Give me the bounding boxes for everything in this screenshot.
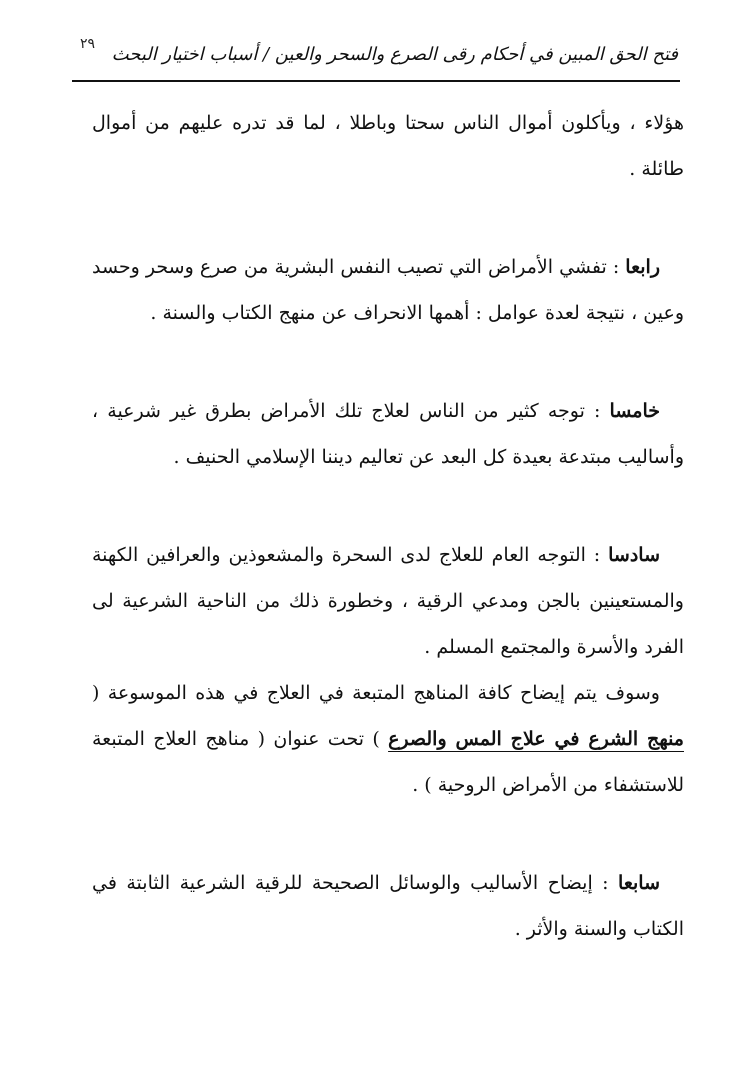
- paragraph-encyclopedia-note: [92, 670, 684, 808]
- paragraph-text-before: وسوف يتم إيضاح كافة المناهج المتبعة في العلاج في هذه الموسوعة (: [92, 682, 660, 704]
- paragraph-text: : إيضاح الأساليب والوسائل الصحيحة للرقية الشرعية الثابتة في الكتاب والسنة والأثر .: [92, 872, 684, 940]
- paragraph-lead: سادسا: [608, 544, 660, 566]
- paragraph-fifth: [92, 388, 684, 480]
- paragraph-fourth: [92, 244, 684, 336]
- header-divider: [72, 80, 680, 82]
- paragraph-lead: خامسا: [609, 400, 660, 422]
- encyclopedia-title: منهج الشرع في علاج المس والصرع: [388, 728, 684, 750]
- paragraph-sixth: [92, 532, 684, 670]
- paragraph-continuation: [92, 100, 684, 192]
- body-text: [92, 100, 684, 952]
- paragraph-text: هؤلاء ، ويأكلون أموال الناس سحتا وباطلا ، لما قد تدره عليهم من أموال طائلة .: [92, 112, 684, 180]
- paragraph-lead: سابعا: [618, 872, 660, 894]
- paragraph-text: : تفشي الأمراض التي تصيب النفس البشرية من صرع وسحر وحسد وعين ، نتيجة لعدة عوامل : أهمها الانحراف عن منهج الكتاب والسنة .: [92, 256, 684, 324]
- running-header-title: فتح الحق المبين في أحكام رقى الصرع والسحر والعين / أسباب اختيار البحث: [111, 44, 678, 65]
- paragraph-text-after: ) تحت عنوان ( مناهج العلاج المتبعة للاستشفاء من الأمراض الروحية ) .: [92, 728, 684, 796]
- page-number: ٢٩: [80, 36, 96, 52]
- paragraph-lead: رابعا: [625, 256, 660, 278]
- paragraph-text: : التوجه العام للعلاج لدى السحرة والمشعوذين والعرافين الكهنة والمستعينين بالجن ومدعي الرقية ، وخطورة ذلك من الناحية الشرعية لى الفرد والأسرة والمجتمع المسلم .: [92, 544, 684, 658]
- paragraph-seventh: [92, 860, 684, 952]
- paragraph-text: : توجه كثير من الناس لعلاج تلك الأمراض بطرق غير شرعية ، وأساليب مبتدعة بعيدة كل البعد عن تعاليم ديننا الإسلامي الحنيف .: [92, 400, 684, 468]
